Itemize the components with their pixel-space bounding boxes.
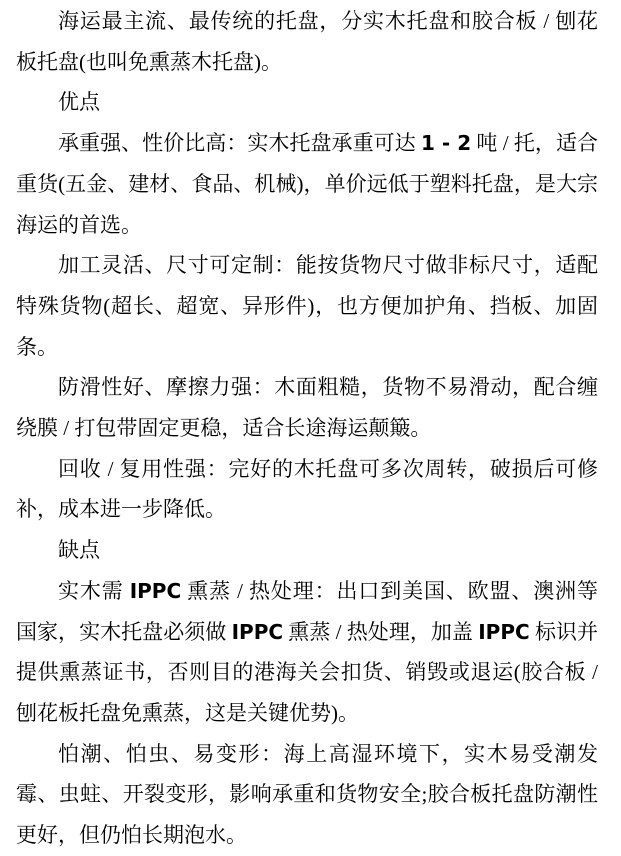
paragraph-disadvantage-moisture	[16, 734, 598, 856]
text-run: 缺点	[58, 538, 100, 563]
text-run: 海运最主流、最传统的托盘，分实木托盘和胶合板 / 刨花板托盘(也叫免熏蒸木托盘)。	[16, 9, 598, 74]
text-run-latin: IPPC	[129, 578, 182, 603]
paragraph-advantage-reusable	[16, 449, 598, 530]
paragraph-advantage-anti-slip	[16, 367, 598, 448]
text-run-latin: IPPC	[231, 619, 284, 644]
heading-advantages	[16, 82, 598, 123]
text-run-latin: IPPC	[478, 619, 530, 644]
text-run: 熏蒸 / 热处理：出口到美国、欧盟、澳洲等国家，实木托盘必须做	[16, 578, 598, 644]
text-run: 防滑性好、摩擦力强：木面粗糙，货物不易滑动，配合缠绕膜 / 打包带固定更稳，适合长途海运颠簸。	[16, 375, 598, 441]
text-run: 加工灵活、尺寸可定制：能按货物尺寸做非标尺寸，适配特殊货物(超长、超宽、异形件)，也方便加护角、挡板、加固条。	[16, 253, 598, 359]
text-run: 优点	[58, 90, 100, 115]
paragraph-advantage-load-capacity	[16, 123, 598, 245]
text-run: 承重强、性价比高：实木托盘承重可达	[58, 131, 421, 156]
text-run: 标识并提供熏蒸证书，否则目的港海关会扣货、销毁或退运(胶合板 / 刨花板托盘免熏蒸，这是关键优势)。	[16, 619, 599, 725]
text-run-latin: 1 - 2	[420, 131, 472, 156]
heading-disadvantages	[16, 530, 598, 571]
text-run: 回收 / 复用性强：完好的木托盘可多次周转，破损后可修补，成本进一步降低。	[16, 456, 598, 522]
text-run: 吨 / 托，适合重货(五金、建材、食品、机械)，单价远低于塑料托盘，是大宗海运的首选。	[16, 131, 598, 237]
paragraph-advantage-customizable	[16, 245, 598, 367]
text-run: 怕潮、怕虫、易变形：海上高湿环境下，实木易受潮发霉、虫蛀、开裂变形，影响承重和货物安全;胶合板托盘防潮性更好，但仍怕长期泡水。	[16, 741, 598, 848]
text-run: 熏蒸 / 热处理，加盖	[283, 619, 479, 644]
paragraph-disadvantage-ippc	[16, 571, 598, 734]
paragraph-intro	[16, 1, 598, 82]
text-run: 实木需	[58, 578, 130, 603]
